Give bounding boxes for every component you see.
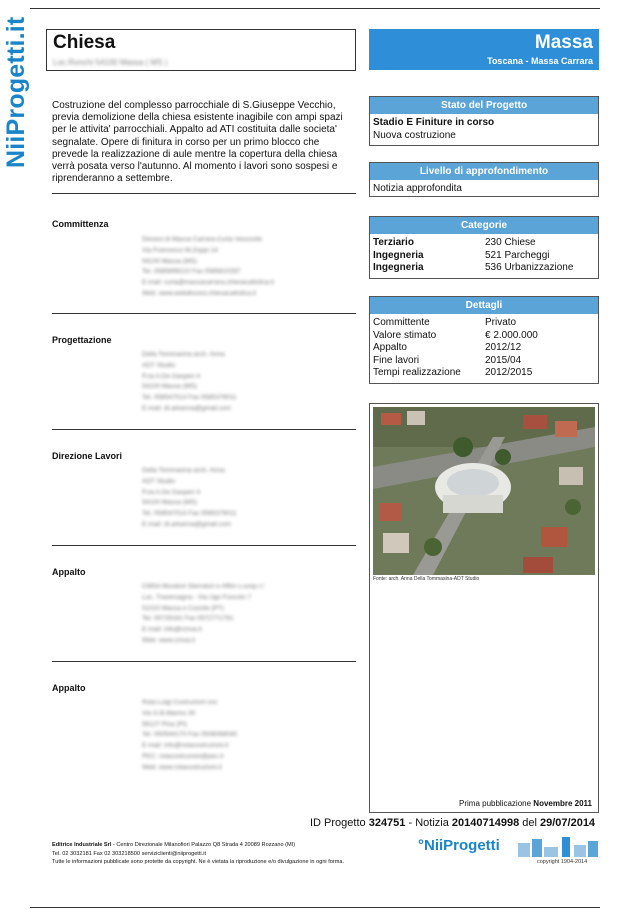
panel-header: Livello di approfondimento [370,163,598,180]
contact-line: ADT Studio [142,361,176,369]
project-title-box [46,29,356,71]
categoria-row [373,262,595,275]
categoria-row [373,250,595,263]
contact-line: Web: www.rotacostruzioni.it [142,763,222,771]
photo-panel [369,403,599,813]
copyright-notice: Tutte le informazioni pubblicate sono protette da copyright. Ne è vietata la riproduzione e/o divulgazione in ogni forma. [52,859,345,866]
dettagli-row [373,355,595,368]
categoria-key: Ingegneria [373,249,424,261]
dettagli-row [373,330,595,343]
dettagli-key: Fine lavori [373,354,420,366]
location-city: Massa [534,32,593,53]
livello-value: Notizia approfondita [373,183,462,194]
notizia-id: 20140714998 [451,817,520,829]
project-title: Chiesa [53,32,116,53]
section-divider [52,429,356,430]
contact-line: P.za A.De Gasperi 4 [142,488,201,496]
project-description: Costruzione del complesso parrocchiale di S.Giuseppe Vecchio, previa demolizione della chiesa esistente inagibile con ampi spazi per le attivita' parrocchiali. Appalto ad ATI costituita dalle societa' segnalate. Opere di finitura in corso per un primo blocco che prevede la realizzazione di aule mentre la copertura della chiesa verrà posata verso l'autunno. Al momento i lavori sono sospesi e riprenderanno a settembre. [52,100,343,185]
stato-type: Nuova costruzione [373,129,456,141]
section-divider [52,545,356,546]
id-prefix: ID Progetto [310,817,366,829]
panel-dettagli [369,296,599,384]
categoria-value: 521 Parcheggi [485,249,550,261]
panel-categorie [369,216,599,279]
section-divider [52,193,356,194]
contact-line: E-mail: curia@massacarrara.chiesacattolica.it [142,279,274,287]
dettagli-key: Tempi realizzazione [373,367,461,379]
panel-body [370,114,598,145]
contact-line: E-mail: dt.arkanna@gmail.com [142,404,231,412]
first-publication [459,799,592,808]
committenza-contacts [142,235,342,300]
dettagli-row [373,317,595,330]
stato-stage: Stadio E Finiture in corso [373,117,495,128]
panel-body [370,314,598,383]
contact-line: Web: www.webdiocesi.chiesacattolica.it [142,289,257,297]
categoria-value: 536 Urbanizzazione [485,262,574,274]
notizia-date: 29/07/2014 [540,817,596,829]
contact-line: ADT Studio [142,477,176,485]
progettazione-contacts [142,350,342,415]
publisher-address: - Centro Direzionale Milanofiori Palazzo Q8 Strada 4 20089 Rozzano (MI) [111,842,296,848]
section-label-appalto: Appalto [52,567,86,577]
contact-line: E-mail: info@cmsa.it [142,626,202,634]
panel-header: Stato del Progetto [370,97,598,114]
categoria-value: 230 Chiese [485,237,536,248]
contact-line: 54100 Massa (MS) [142,499,197,507]
first-publication-label: Prima pubblicazione [459,799,532,808]
location-box [369,29,599,70]
skyline-icon [518,835,600,857]
dettagli-value: 2012/2015 [485,367,533,379]
dettagli-row [373,342,595,355]
contact-line: Rota Luigi Costruzioni snc [142,699,218,706]
section-label-appalto-2: Appalto [52,683,86,693]
brand-vertical-logo[interactable]: NiiProgetti.it [2,16,30,168]
contact-line: Tel. 058547014 Fax 0585379011 [142,394,237,402]
footer-publisher-info [52,841,412,867]
section-label-direzione-lavori: Direzione Lavori [52,451,123,461]
project-rendering-photo[interactable] [373,407,595,575]
panel-header: Categorie [370,217,598,234]
dettagli-row [373,367,595,380]
dettagli-value: 2012/12 [485,342,522,354]
first-publication-value: Novembre 2011 [533,799,592,808]
panel-stato-progetto [369,96,599,146]
dettagli-value: 2015/04 [485,354,522,366]
section-label-progettazione: Progettazione [52,335,112,345]
categoria-key: Ingegneria [373,262,424,274]
contact-line: Via Francesco M.Zoppi 14 [142,246,218,254]
contact-line: Via G.B.Marmo 30 [142,709,196,717]
contact-line: 54100 Massa (MS) [142,383,197,391]
categoria-row [373,237,595,250]
dettagli-key: Committente [373,317,430,328]
contact-line: Tel. 050544170 Fax 0506068040 [142,731,238,739]
publisher-contacts: Tel. 02 3032181 Fax 02 303218500 serviziclienti@niiprogetti.it [52,850,207,857]
contact-line: Web: www.cmsa.it [142,636,195,644]
panel-header: Dettagli [370,297,598,314]
dettagli-key: Valore stimato [373,329,437,341]
project-id: 324751 [368,817,406,829]
logo-text: °NiiProgetti [418,837,500,854]
categoria-key: Terziario [373,237,414,248]
appalto-2-contacts [142,698,342,774]
panel-body [370,180,598,199]
section-divider [52,313,356,314]
date-prefix: del [522,817,537,829]
notizia-label: - Notizia [405,817,449,829]
contact-line: Tel. 05729181 Fax 0572771791 [142,615,234,623]
contact-line: E-mail: dt.arkanna@gmail.com [142,520,231,528]
contact-line: Della Tommasina arch. Anna [142,351,225,358]
section-label-committenza: Committenza [52,219,109,229]
dettagli-value: € 2.000.000 [485,329,538,341]
dettagli-key: Appalto [373,342,407,354]
copyright-years: copyright 1904-2014 [537,859,588,865]
contact-line: 54100 Massa (MS) [142,257,197,265]
project-id-line [310,817,595,829]
contact-line: Della Tommasina arch. Anna [142,467,225,474]
section-divider [52,661,356,662]
contact-line: P.za A.De Gasperi 4 [142,372,201,380]
location-region: Toscana - Massa Carrara [487,56,593,66]
top-rule [30,8,600,9]
dettagli-value: Privato [485,317,517,328]
contact-line: Tel. 0585899210 Fax 0585810287 [142,268,241,276]
publisher-name: Editrice Industriale Srl [52,842,112,848]
contact-line: Loc. Traversagna - Via Ugo Foscolo 7 [142,593,251,601]
contact-line: 56127 Pisa (PI) [142,720,187,728]
appalto-contacts [142,582,342,647]
contact-line: Diocesi di Massa Carrara-Curia Vescovile [142,236,262,243]
footer-line [52,841,412,850]
photo-credit: Fonte: arch. Anna Della Tommasina-ADT Studio [373,576,480,582]
contact-line: PEC: rotacostruzioni@pec.it [142,752,224,760]
contact-line: Tel. 058547014 Fax 0585379011 [142,510,237,518]
bottom-rule [30,907,600,908]
contact-line: 51010 Massa e Cozzile (PT) [142,604,225,612]
project-address: Loc.Ronchi 54100 Massa ( MS ) [53,58,168,67]
contact-line: E-mail: info@rotacostruzioni.it [142,742,229,750]
panel-body [370,234,598,278]
panel-livello [369,162,599,197]
contact-line: CMSA Muratori Sterratori e Affini s.coop.r.l [142,583,264,590]
direzione-lavori-contacts [142,466,342,531]
